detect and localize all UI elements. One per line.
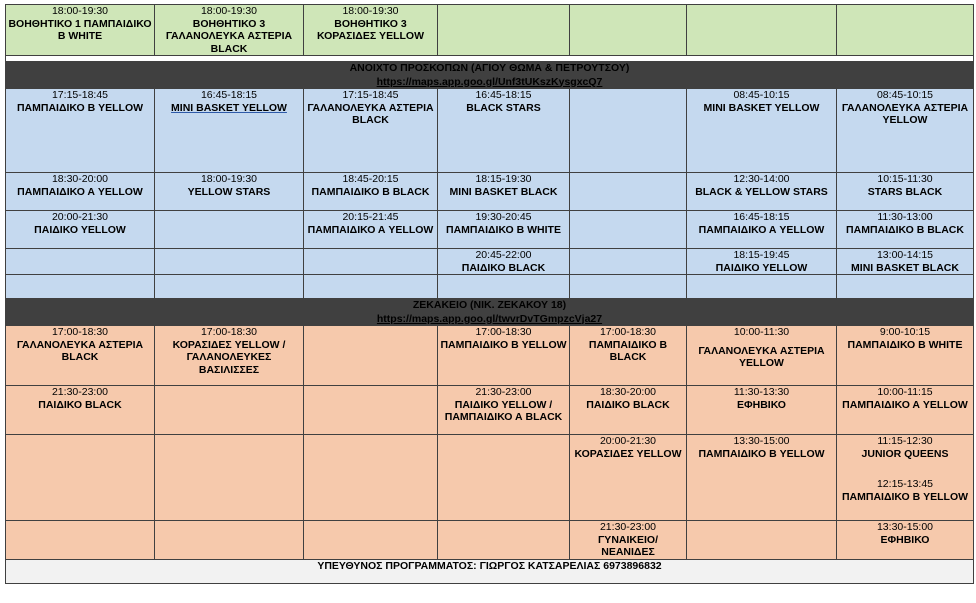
- schedule-cell: [304, 249, 438, 275]
- table-row: [6, 89, 974, 173]
- table-row: [6, 249, 974, 275]
- schedule-cell: 10:00-11:30 ΓΑΛΑΝΟΛΕΥΚΑ ΑΣΤΕΡΙΑ YELLOW: [687, 326, 837, 386]
- schedule-cell: [304, 386, 438, 435]
- footer-row: [6, 559, 974, 583]
- schedule-cell: 17:15-18:45 ΠΑΜΠΑΙΔΙΚΟ Β YELLOW: [6, 89, 155, 173]
- schedule-cell: 21:30-23:00 ΓΥΝΑΙΚΕΙΟ/ ΝΕΑΝΙΔΕΣ: [570, 521, 687, 560]
- schedule-cell: [837, 5, 974, 56]
- schedule-cell: 17:00-18:30 ΚΟΡΑΣΙΔΕΣ YELLOW / ΓΑΛΑΝΟΛΕΥΚΕΣ ΒΑΣΙΛΙΣΣΕΣ: [155, 326, 304, 386]
- schedule-cell: 18:00-19:30 ΒΟΗΘΗΤΙΚΟ 3 ΚΟΡΑΣΙΔΕΣ YELLOW: [304, 5, 438, 56]
- schedule-cell: 20:45-22:00 ΠΑΙΔΙΚΟ BLACK: [438, 249, 570, 275]
- schedule-cell: [304, 521, 438, 560]
- schedule-cell: 18:15-19:45 ΠΑΙΔΙΚΟ YELLOW: [687, 249, 837, 275]
- schedule-cell: [570, 249, 687, 275]
- schedule-cell: [6, 435, 155, 521]
- schedule-cell: 20:00-21:30 ΚΟΡΑΣΙΔΕΣ YELLOW: [570, 435, 687, 521]
- schedule-cell: 11:15-12:30 JUNIOR QUEENS 12:15-13:45 ΠΑΜΠΑΙΔΙΚΟ Β YELLOW: [837, 435, 974, 521]
- schedule-cell: 18:00-19:30 ΒΟΗΘΗΤΙΚΟ 1 ΠΑΜΠΑΙΔΙΚΟ Β WHITE: [6, 5, 155, 56]
- schedule-sheet: [5, 4, 974, 584]
- venue-header: [6, 62, 974, 76]
- schedule-cell: 18:45-20:15 ΠΑΜΠΑΙΔΙΚΟ Β BLACK: [304, 173, 438, 211]
- schedule-cell: 18:00-19:30 YELLOW STARS: [155, 173, 304, 211]
- schedule-cell: 18:30-20:00 ΠΑΙΔΙΚΟ BLACK: [570, 386, 687, 435]
- schedule-cell: [6, 249, 155, 275]
- schedule-cell: [438, 435, 570, 521]
- venue-title: ΑΝΟΙΧΤΟ ΠΡΟΣΚΟΠΩΝ (ΑΓΙΟΥ ΘΩΜΑ & ΠΕΤΡΟΥΤΣΟΥ): [6, 62, 974, 76]
- schedule-cell: 12:30-14:00 BLACK & YELLOW STARS: [687, 173, 837, 211]
- schedule-cell: [687, 5, 837, 56]
- schedule-cell: [155, 521, 304, 560]
- schedule-cell: [438, 275, 570, 299]
- schedule-cell: [438, 5, 570, 56]
- schedule-cell: 18:30-20:00 ΠΑΜΠΑΙΔΙΚΟ Α YELLOW: [6, 173, 155, 211]
- table-row: [6, 173, 974, 211]
- schedule-cell: 18:00-19:30 ΒΟΗΘΗΤΙΚΟ 3 ΓΑΛΑΝΟΛΕΥΚΑ ΑΣΤΕΡΙΑ BLACK: [155, 5, 304, 56]
- schedule-cell: 9:00-10:15 ΠΑΜΠΑΙΔΙΚΟ Β WHITE: [837, 326, 974, 386]
- schedule-cell: 13:30-15:00 ΠΑΜΠΑΙΔΙΚΟ Β YELLOW: [687, 435, 837, 521]
- schedule-cell: [837, 275, 974, 299]
- schedule-cell: 17:00-18:30 ΠΑΜΠΑΙΔΙΚΟ Β BLACK: [570, 326, 687, 386]
- venue-link-row: [6, 312, 974, 326]
- schedule-cell: [570, 275, 687, 299]
- schedule-cell: [687, 521, 837, 560]
- schedule-cell: 21:30-23:00 ΠΑΙΔΙΚΟ YELLOW / ΠΑΜΠΑΙΔΙΚΟ Α BLACK: [438, 386, 570, 435]
- schedule-cell: [570, 211, 687, 249]
- table-row: [6, 435, 974, 521]
- schedule-cell: [155, 435, 304, 521]
- schedule-cell: [304, 326, 438, 386]
- venue-map-link[interactable]: https://maps.app.goo.gl/twvrDvTGmpzcVja27: [376, 312, 603, 325]
- schedule-cell: [6, 521, 155, 560]
- schedule-cell: 11:30-13:00 ΠΑΜΠΑΙΔΙΚΟ Β BLACK: [837, 211, 974, 249]
- schedule-cell: 08:45-10:15 MINI BASKET YELLOW: [687, 89, 837, 173]
- schedule-cell: [304, 275, 438, 299]
- schedule-cell: 10:00-11:15 ΠΑΜΠΑΙΔΙΚΟ Α YELLOW: [837, 386, 974, 435]
- schedule-cell: [570, 89, 687, 173]
- schedule-cell: 16:45-18:15 ΠΑΜΠΑΙΔΙΚΟ Α YELLOW: [687, 211, 837, 249]
- venue-title: ΖΕΚΑΚΕΙΟ (ΝΙΚ. ΖΕΚΑΚΟΥ 18): [6, 299, 974, 313]
- venue-header: [6, 299, 974, 313]
- program-manager-footer: ΥΠΕΥΘΥΝΟΣ ΠΡΟΓΡΑΜΜΑΤΟΣ: ΓΙΩΡΓΟΣ ΚΑΤΣΑΡΕΛΙΑΣ 6973896832: [6, 559, 974, 583]
- schedule-cell: [438, 521, 570, 560]
- table-row: [6, 521, 974, 560]
- schedule-cell: 17:15-18:45 ΓΑΛΑΝΟΛΕΥΚΑ ΑΣΤΕΡΙΑ BLACK: [304, 89, 438, 173]
- top-row: [6, 5, 974, 56]
- table-row: [6, 386, 974, 435]
- schedule-cell: 20:00-21:30 ΠΑΙΔΙΚΟ YELLOW: [6, 211, 155, 249]
- schedule-cell: [155, 386, 304, 435]
- schedule-cell: 18:15-19:30 MINI BASKET BLACK: [438, 173, 570, 211]
- schedule-cell: 19:30-20:45 ΠΑΜΠΑΙΔΙΚΟ Β WHITE: [438, 211, 570, 249]
- schedule-cell: 08:45-10:15 ΓΑΛΑΝΟΛΕΥΚΑ ΑΣΤΕΡΙΑ YELLOW: [837, 89, 974, 173]
- schedule-cell: 16:45-18:15 MINI BASKET YELLOW: [155, 89, 304, 173]
- schedule-cell: [687, 275, 837, 299]
- schedule-cell: [6, 275, 155, 299]
- schedule-cell: [570, 173, 687, 211]
- venue-map-link[interactable]: https://maps.app.goo.gl/Unf3tUKszKysgxcQ7: [376, 75, 603, 88]
- schedule-cell: 11:30-13:30 ΕΦΗΒΙΚΟ: [687, 386, 837, 435]
- schedule-cell: 16:45-18:15 BLACK STARS: [438, 89, 570, 173]
- schedule-cell: 10:15-11:30 STARS BLACK: [837, 173, 974, 211]
- schedule-cell: 17:00-18:30 ΓΑΛΑΝΟΛΕΥΚΑ ΑΣΤΕΡΙΑ BLACK: [6, 326, 155, 386]
- schedule-cell: [304, 435, 438, 521]
- table-row: [6, 275, 974, 299]
- schedule-cell: 21:30-23:00 ΠΑΙΔΙΚΟ BLACK: [6, 386, 155, 435]
- table-row: [6, 326, 974, 386]
- schedule-cell: [155, 249, 304, 275]
- schedule-cell: [570, 5, 687, 56]
- schedule-cell: 20:15-21:45 ΠΑΜΠΑΙΔΙΚΟ Α YELLOW: [304, 211, 438, 249]
- schedule-cell: 17:00-18:30 ΠΑΜΠΑΙΔΙΚΟ Β YELLOW: [438, 326, 570, 386]
- schedule-cell: [155, 275, 304, 299]
- table-row: [6, 211, 974, 249]
- venue-link-row: [6, 75, 974, 89]
- schedule-cell: 13:30-15:00 ΕΦΗΒΙΚΟ: [837, 521, 974, 560]
- schedule-cell: 13:00-14:15 MINI BASKET BLACK: [837, 249, 974, 275]
- schedule-cell: [155, 211, 304, 249]
